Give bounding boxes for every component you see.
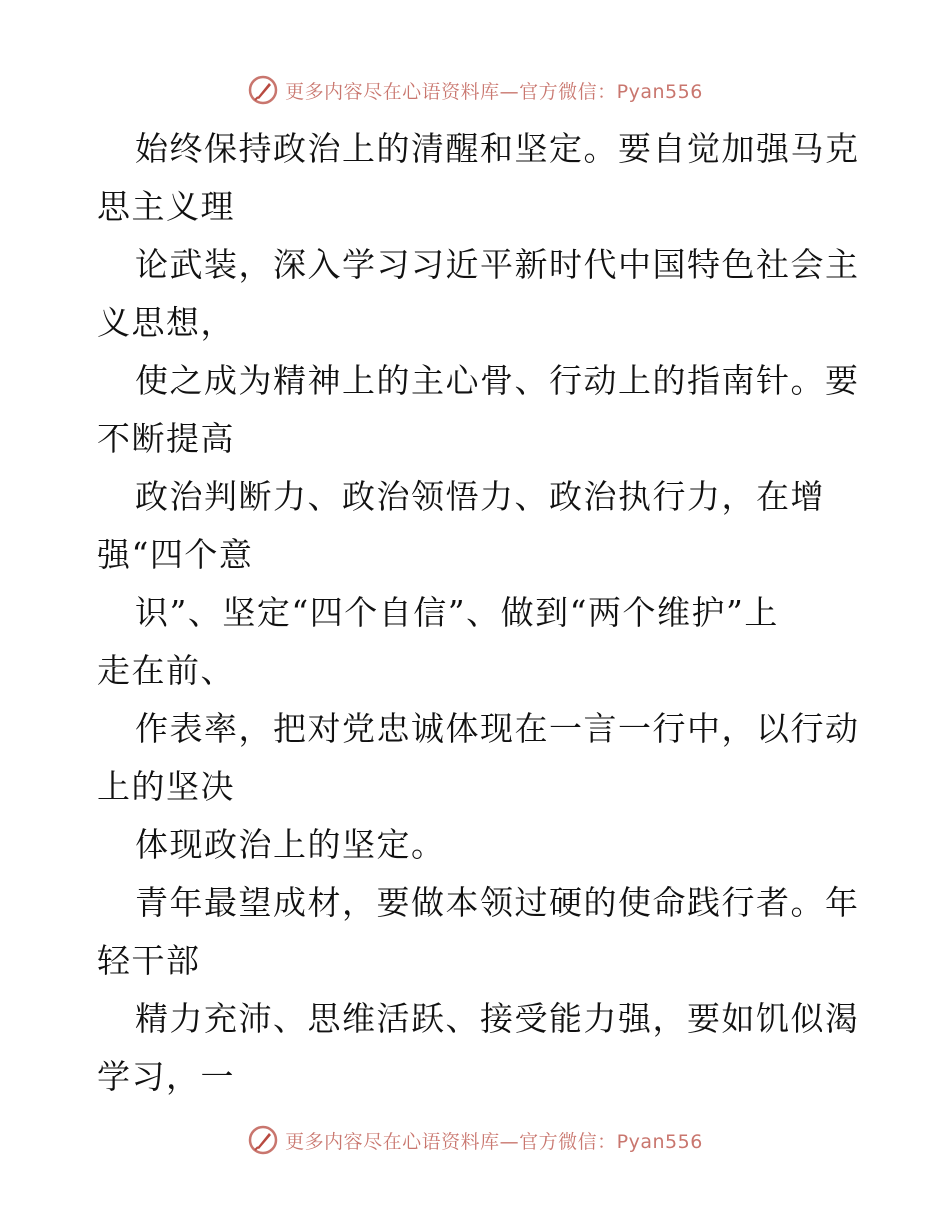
- header-banner: [0, 70, 950, 110]
- text-line: 识”、坚定“四个自信”、做到“两个维护”上: [135, 593, 779, 632]
- text-line: 思主义理: [97, 187, 235, 226]
- footer-banner: [0, 1120, 950, 1160]
- quill-pen-circle-icon: [247, 74, 279, 106]
- text-line: 上的坚决: [97, 767, 235, 806]
- text-line: 走在前、: [97, 651, 235, 690]
- header-banner-text: 更多内容尽在心语资料库—官方微信：Pyan556: [285, 80, 703, 103]
- text-line: 义思想，: [97, 303, 235, 342]
- text-line: 青年最望成材，要做本领过硬的使命践行者。年: [135, 883, 860, 922]
- text-line: 精力充沛、思维活跃、接受能力强，要如饥似渴: [135, 999, 860, 1038]
- document-body: [97, 120, 860, 1106]
- footer-banner-text: 更多内容尽在心语资料库—官方微信：Pyan556: [285, 1130, 703, 1153]
- text-line: 轻干部: [97, 941, 201, 980]
- text-line: 政治判断力、政治领悟力、政治执行力，在增: [135, 477, 825, 516]
- text-line: 不断提高: [97, 419, 235, 458]
- text-line: 作表率，把对党忠诚体现在一言一行中，以行动: [135, 709, 860, 748]
- text-line: 论武装，深入学习习近平新时代中国特色社会主: [135, 245, 860, 284]
- text-line: 强“四个意: [97, 535, 254, 574]
- text-line: 使之成为精神上的主心骨、行动上的指南针。要: [135, 361, 860, 400]
- quill-pen-circle-icon: [247, 1124, 279, 1156]
- text-line: 体现政治上的坚定。: [135, 825, 446, 864]
- text-line: 始终保持政治上的清醒和坚定。要自觉加强马克: [135, 129, 860, 168]
- text-line: 学习，一: [97, 1057, 235, 1096]
